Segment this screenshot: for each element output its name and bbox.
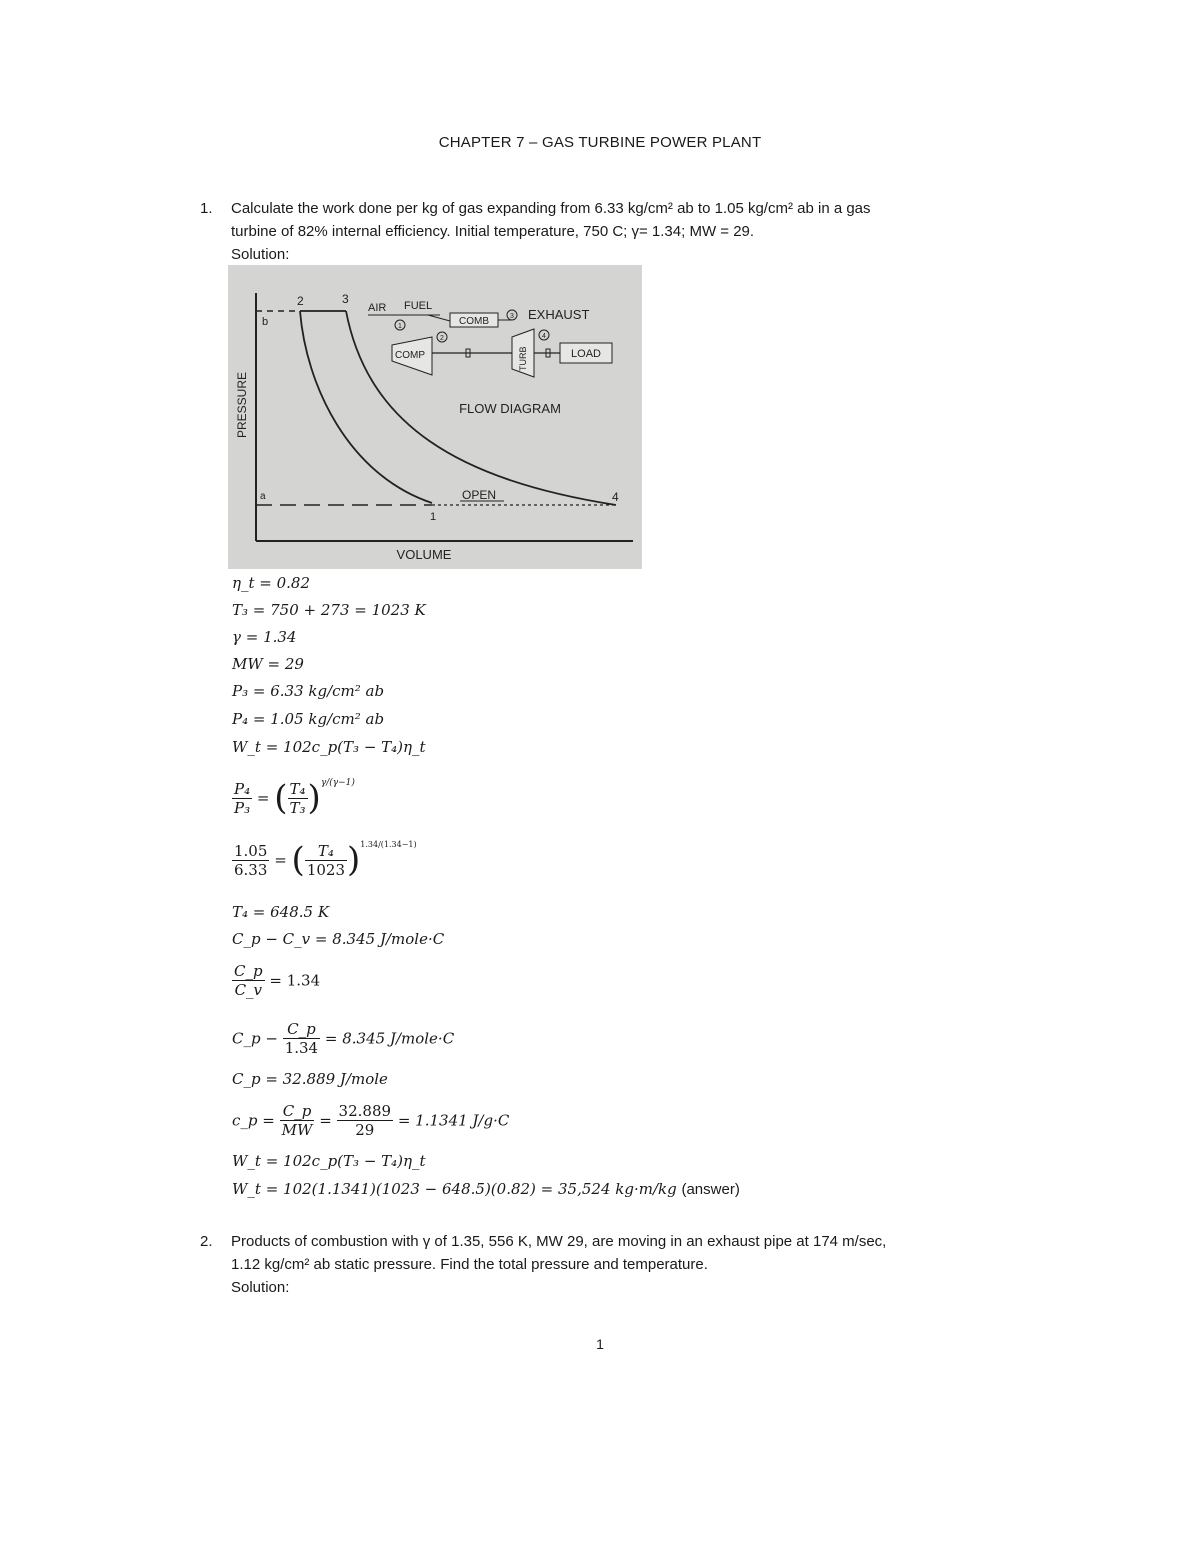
load-label: LOAD [571, 348, 601, 360]
comb-label: COMB [459, 316, 489, 327]
wt-formula-line: W_t = 102c_p(T₃ − T₄)η_t [232, 738, 426, 756]
problem-1 [200, 197, 1020, 266]
cp-cv-line: C_p − C_v = 8.345 J/mole·C [232, 930, 445, 948]
t4-line: T₄ = 648.5 K [232, 903, 330, 921]
wt-result-line [232, 1180, 740, 1198]
sub-rhs-numerator: T₄ [305, 842, 347, 861]
problem-text-line: 1.12 kg/cm² ab static pressure. Find the total pressure and temperature. [231, 1256, 708, 1273]
cpcv-value: = 1.34 [269, 971, 321, 990]
state-3-label: 3 [510, 313, 514, 320]
sub-rhs-denominator: 1023 [306, 860, 345, 879]
state-4-label: 4 [542, 333, 546, 340]
exhaust-label: EXHAUST [528, 307, 590, 322]
p4-line: P₄ = 1.05 kg/cm² ab [232, 710, 385, 728]
answer-label: (answer) [681, 1181, 740, 1198]
state-2-label: 2 [440, 335, 444, 342]
cp-value-line: C_p = 32.889 J/mole [232, 1070, 388, 1088]
flow-diagram-label: FLOW DIAGRAM [459, 401, 561, 416]
eta-line: η_t = 0.82 [232, 574, 311, 592]
pv-diagram-figure [228, 265, 642, 569]
problem-2 [200, 1230, 1040, 1299]
ratio-rhs-numerator: T₄ [289, 779, 306, 798]
state-1-label: 1 [398, 323, 402, 330]
cp-eq-lhs: C_p − [232, 1029, 278, 1048]
cpcv-denominator: C_v [234, 981, 263, 999]
cp-small-numerator-2: 32.889 [338, 1102, 392, 1120]
gamma-line: γ = 1.34 [232, 628, 297, 646]
page-number: 1 [596, 1336, 604, 1352]
pressure-substitution-equation: $\frac{1.05}{6.33}$ = ( $\frac{\text{T₄}}{1023}$ )$^{1.34/(1.34-1)}$ [234, 840, 417, 880]
cp-cv-ratio-equation [232, 962, 320, 999]
t3-line: T₃ = 750 + 273 = 1023 K [232, 601, 426, 619]
pressure-ratio-equation: $\frac{\text{P₄}}{\text{P₃}}$ = ( $\frac{\text{T₄}}{\text{T₃}}$ )$^{\gamma/(\gamma-1)}$ [234, 778, 355, 818]
air-label: AIR [368, 302, 387, 314]
point-label-3: 3 [342, 292, 349, 306]
cp-small-denominator-2: 29 [355, 1121, 375, 1139]
turb-label: TURB [518, 346, 528, 371]
wt-result: W_t = 102(1.1341)(1023 − 648.5)(0.82) = 35,524 kg·m/kg [232, 1180, 677, 1198]
problem-text-line: Products of combustion with γ of 1.35, 556 K, MW 29, are moving in an exhaust pipe at 174 m/sec, [231, 1233, 887, 1250]
point-label-1: 1 [430, 511, 437, 523]
page-title: CHAPTER 7 – GAS TURBINE POWER PLANT [438, 134, 762, 151]
comp-label: COMP [395, 350, 425, 361]
cp-small-numerator-1: C_p [280, 1102, 315, 1121]
cp-small-denominator-1: MW [281, 1121, 313, 1139]
y-axis-label: PRESSURE [235, 371, 249, 439]
point-label-4: 4 [612, 490, 619, 504]
cp-small-lhs: c_p = [232, 1111, 275, 1130]
point-label-2: 2 [297, 294, 304, 308]
mw-line: MW = 29 [232, 655, 304, 673]
point-label-a: a [260, 491, 266, 502]
ratio-numerator: P₄ [234, 779, 251, 798]
wt-formula-line-2: W_t = 102c_p(T₃ − T₄)η_t [232, 1152, 426, 1170]
problem-text-line: turbine of 82% internal efficiency. Initial temperature, 750 C; γ= 1.34; MW = 29. [231, 223, 755, 240]
p3-line: P₃ = 6.33 kg/cm² ab [232, 682, 385, 700]
problem-number: 2. [200, 1233, 213, 1250]
cp-small-rhs: = 1.1341 J/g·C [397, 1111, 510, 1130]
problem-text-line: Calculate the work done per kg of gas expanding from 6.33 kg/cm² ab to 1.05 kg/cm² ab in a gas [231, 200, 871, 217]
open-label: OPEN [462, 488, 497, 502]
cp-eq-numerator: C_p [283, 1020, 320, 1039]
problem-number: 1. [200, 200, 213, 217]
specific-heat-equation: c_p = $\frac{C\_p}{MW}$ = $\frac{32.889}{29}$ = 1.1341 J/g·C [232, 1102, 510, 1139]
ratio-exponent: γ/(γ−1) [320, 778, 355, 788]
cp-equation [232, 1020, 454, 1057]
point-label-b: b [262, 316, 269, 328]
sub-denominator: 6.33 [234, 860, 268, 879]
solution-label: Solution: [231, 1279, 290, 1296]
ratio-denominator: P₃ [234, 798, 251, 817]
fuel-label: FUEL [404, 300, 433, 312]
x-axis-label: VOLUME [396, 547, 452, 562]
sub-numerator: 1.05 [234, 841, 268, 860]
cp-eq-rhs: = 8.345 J/mole·C [324, 1029, 455, 1048]
sub-exponent: 1.34/(1.34−1) [360, 840, 417, 849]
solution-label: Solution: [231, 246, 290, 263]
ratio-rhs-denominator: T₃ [289, 798, 306, 817]
cp-eq-denominator: 1.34 [284, 1039, 319, 1057]
cpcv-numerator: C_p [234, 962, 263, 980]
